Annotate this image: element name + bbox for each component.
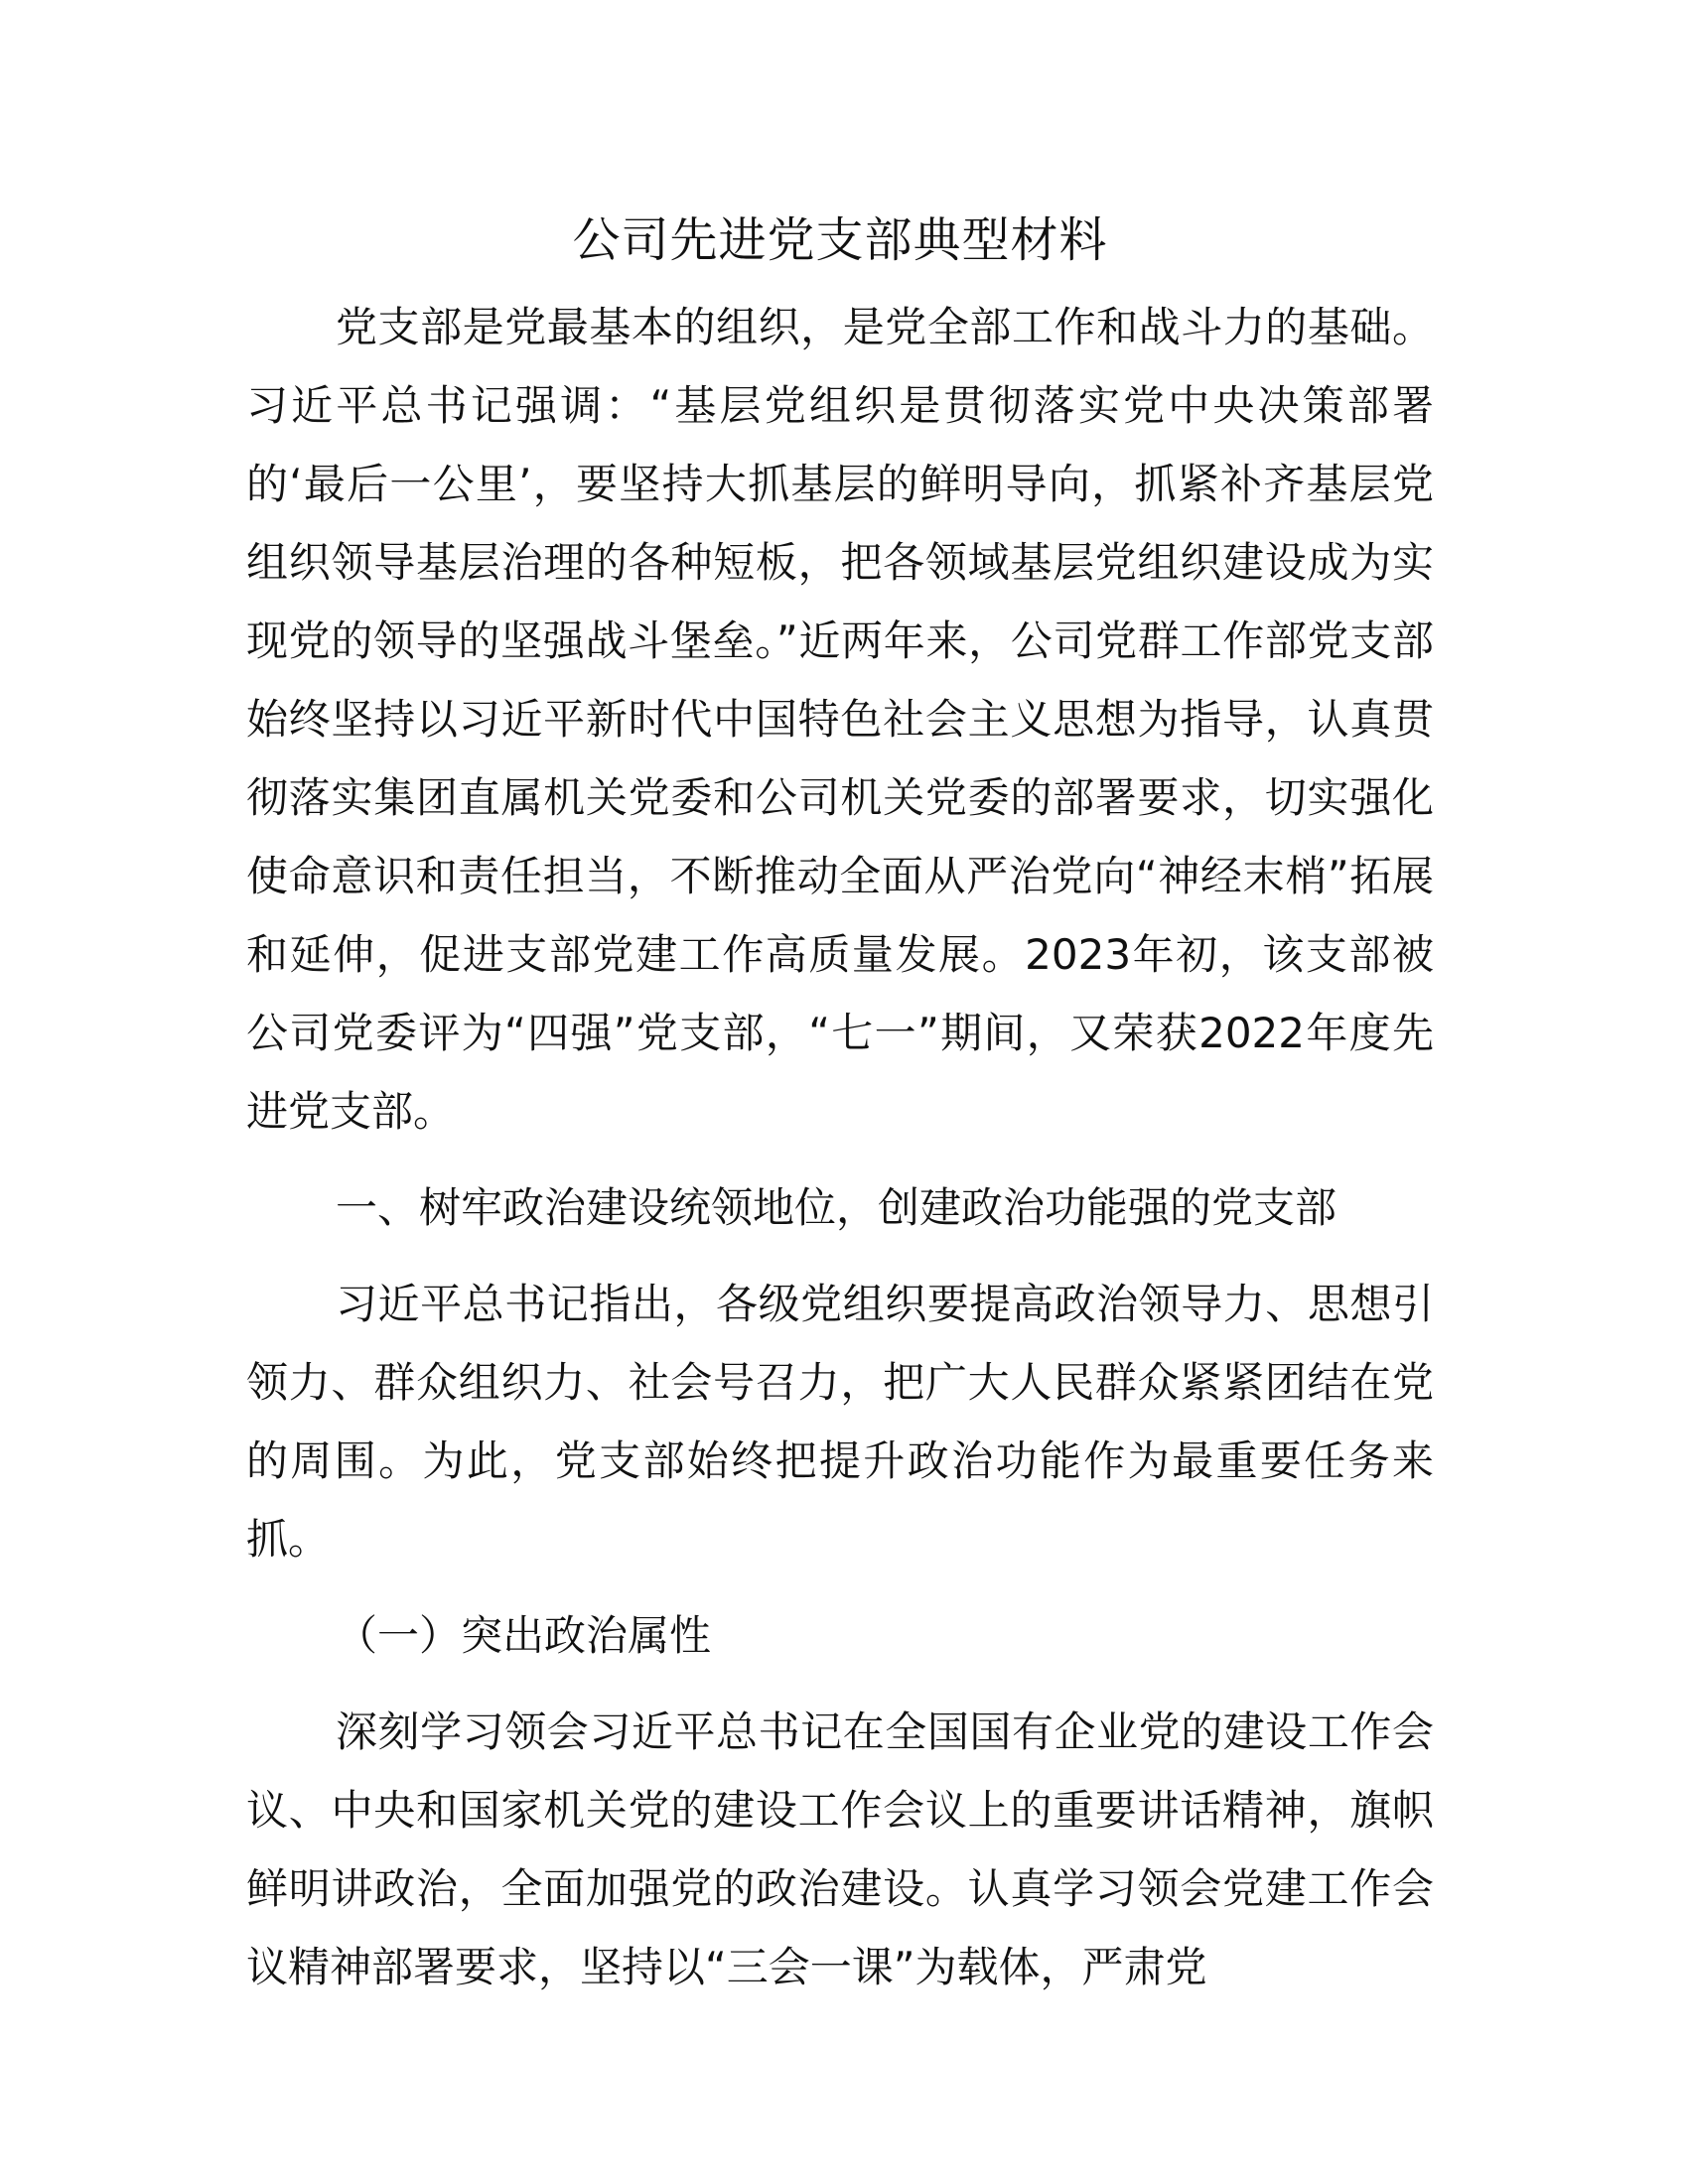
section-1-paragraph: 习近平总书记指出，各级党组织要提高政治领导力、思想引领力、群众组织力、社会号召力，把广大人民群众紧紧团结在党的周围。为此，党支部始终把提升政治功能作为最重要任务来抓。 xyxy=(246,1280,1434,1564)
subsection-heading-1: （一）突出政治属性 xyxy=(336,1611,712,1660)
document-title: 公司先进党支部典型材料 xyxy=(572,212,1108,268)
subsection-1-paragraph: 深刻学习领会习近平总书记在全国国有企业党的建设工作会议、中央和国家机关党的建设工作会议上的重要讲话精神，旗帜鲜明讲政治，全面加强党的政治建设。认真学习领会党建工作会议精神部署要求，坚持以“三会一课”为载体，严肃党 xyxy=(246,1707,1434,1991)
document-page xyxy=(246,199,1434,2006)
intro-paragraph: 党支部是党最基本的组织，是党全部工作和战斗力的基础。习近平总书记强调：“基层党组织是贯彻落实党中央决策部署的‘最后一公里’，要坚持大抓基层的鲜明导向，抓紧补齐基层党组织领导基层治理的各种短板，把各领域基层党组织建设成为实现党的领导的坚强战斗堡垒。”近两年来，公司党群工作部党支部始终坚持以习近平新时代中国特色社会主义思想为指导，认真贯彻落实集团直属机关党委和公司机关党委的部署要求，切实强化使命意识和责任担当，不断推动全面从严治党向“神经末梢”拓展和延伸，促进支部党建工作高质量发展。2023年初，该支部被公司党委评为“四强”党支部，“七一”期间，又荣获2022年度先进党支部。 xyxy=(246,303,1434,1136)
section-heading-1: 一、树牢政治建设统领地位，创建政治功能强的党支部 xyxy=(336,1183,1337,1232)
